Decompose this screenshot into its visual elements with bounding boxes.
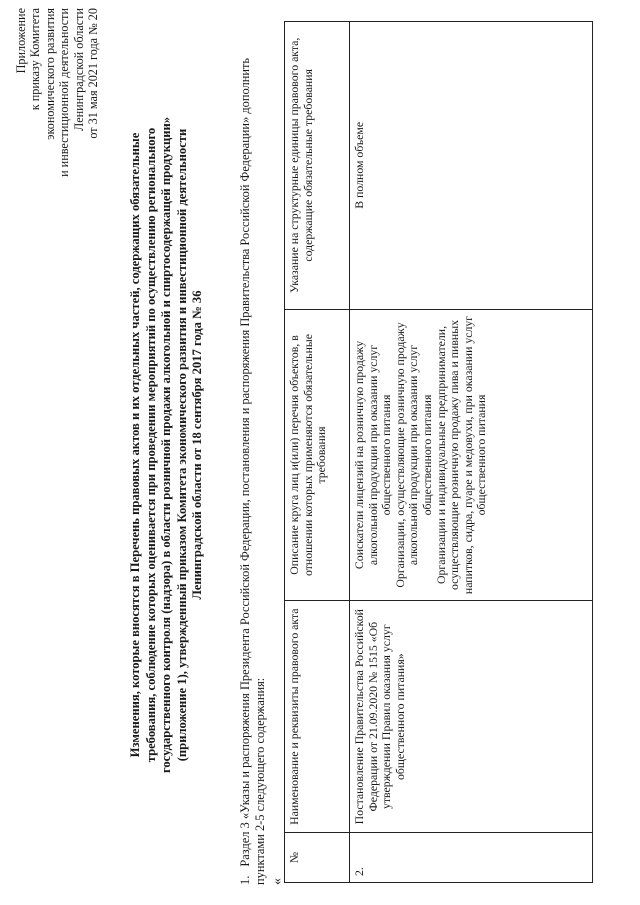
header-structural-units: Указание на структурные единицы правового акта, содержащие обязательные требования [285,22,350,310]
row-act-name: Постановление Правительства Российской Федерации от 21.09.2020 № 1515 «Об утверждении Правил оказания услуг общественного питания» [350,601,593,833]
appendix-line: Приложение [14,8,28,74]
appendix-line: Ленинградской области [71,8,86,131]
document-title: Изменения, которые вносятся в Перечень правовых актов и их отдельных частей, содержащих обязательные требования, соблюдение которых оценивается при проведении мероприятий по осуществлению регионального государственного контроля (надзора) в области розничной продажи алкогольной и спиртосодержащей продукции» (приложение 1), утвержденный приказом Комитета экономического развития и инвестиционной деятельности Ленинградской области от 18 сентября 2017 года № 36 [128,116,205,774]
header-subjects: Описание круга лиц и(или) перечня объектов, в отношении которых применяются обязательные требования [285,309,350,601]
appendix-line: к приказу Комитета [28,8,43,111]
table-header-row [285,22,350,883]
row-subjects [350,309,593,601]
row-structural-units: В полном объеме [350,22,593,310]
appendix-line: экономического развития [42,8,57,140]
header-act-name: Наименование и реквизиты правового акта [285,601,350,833]
table-row [350,22,593,883]
subject-item: Организации и индивидуальные предприниматели, осуществляющие розничную продажу пива и пивных напитков, сидра, пуаре и медовухи, при оказании услуг общественного питания [433,315,489,595]
header-number: № [285,833,350,883]
intro-paragraph [238,25,268,885]
intro-number: 1. [238,875,252,885]
appendix-header [14,8,100,238]
appendix-line: от 31 мая 2021 года № 20 [86,8,101,139]
subject-item: Организации, осуществляющие розничную продажу алкогольной продукции при оказании услуг общественного питания [392,322,434,588]
subject-item: Соискатели лицензий на розничную продажу алкогольной продукции при оказании услуг общественного питания [352,340,394,570]
intro-text: Раздел 3 «Указы и распоряжения Президента Российской Федерации, постановления и распоряжения Правительства Российской Федерации» дополнить пунктами 2-5 следующего содержания: [238,57,268,885]
appendix-line: и инвестиционной деятельности [57,8,72,177]
row-number: 2. [350,833,593,883]
regulations-table [284,21,593,883]
opening-quote: « [270,878,285,885]
